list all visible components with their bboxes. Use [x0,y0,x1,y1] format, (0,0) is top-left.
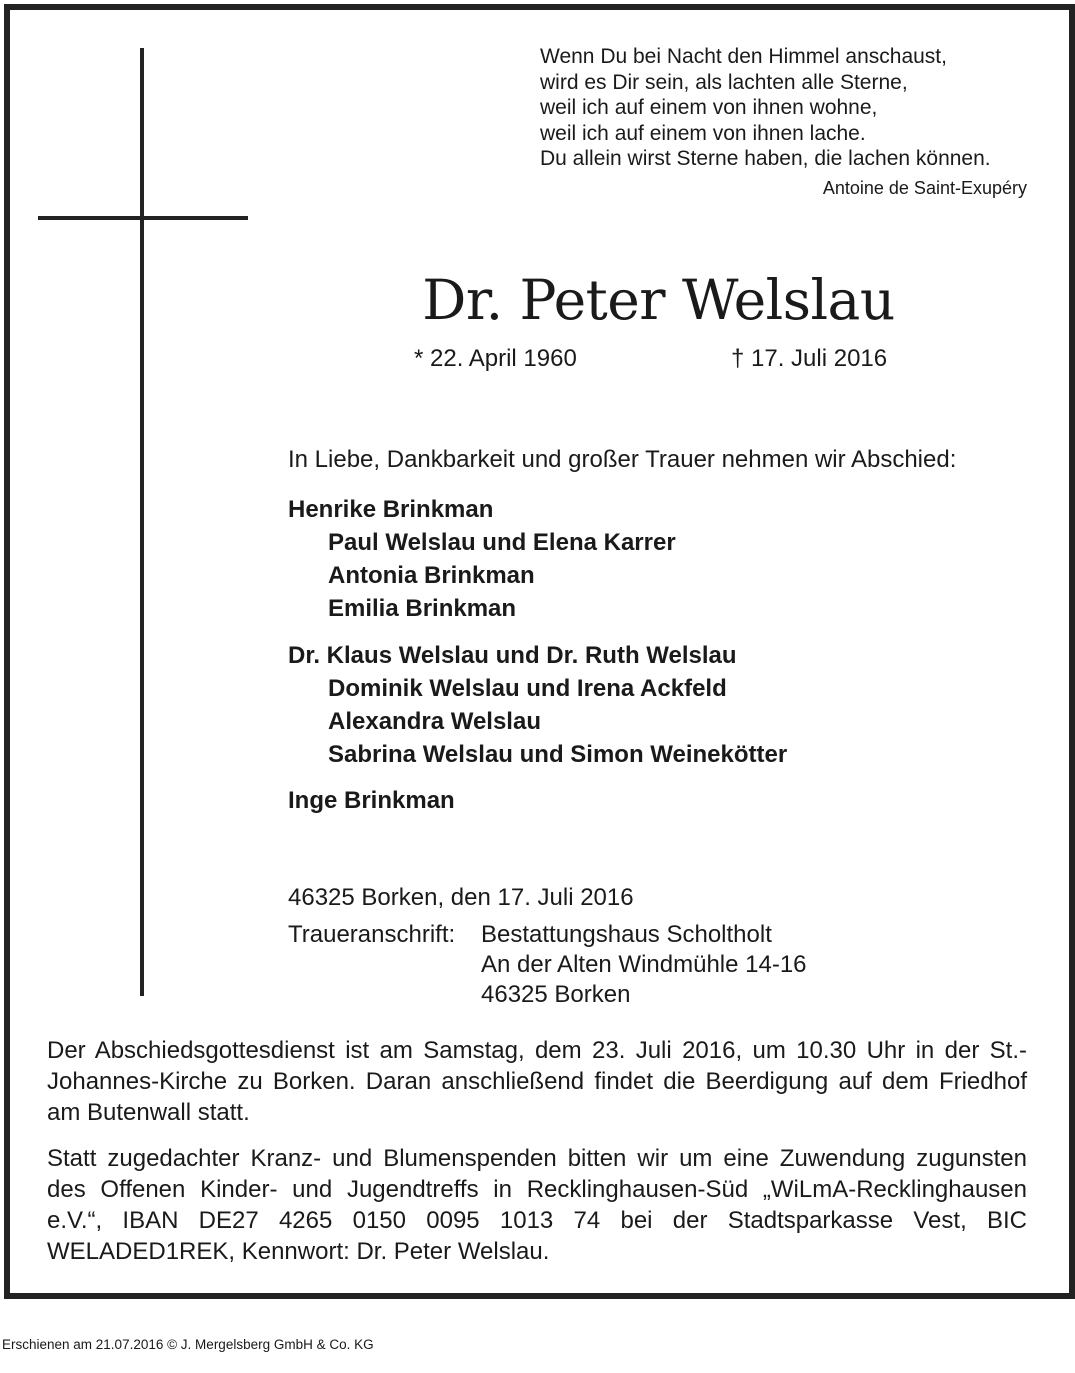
cross-horizontal-bar [38,216,248,220]
mourner-name: Dominik Welslau und Irena Ackfeld [328,675,727,702]
address-line: 46325 Borken [481,981,631,1008]
address-line: Bestattungshaus Scholtholt [481,921,772,948]
publication-footer: Erschienen am 21.07.2016 © J. Mergelsberg GmbH & Co. KG [2,1337,374,1352]
quote-line: weil ich auf einem von ihnen lache. [540,121,866,145]
donation-paragraph: Statt zugedachter Kranz- und Blumenspenden bitten wir um eine Zuwendung zugunsten des Offenen Kinder- und Jugendtreffs in Recklinghausen-Süd „WiLmA-Recklinghausen e.V.“, IBAN DE27 4265 0150 0095 1013 74 bei der Stadtsparkasse Vest, BIC WELADED1REK, Kennwort: Dr. Peter Welslau. [47,1145,1027,1265]
mourner-name: Alexandra Welslau [328,708,541,735]
mourner-name: Paul Welslau und Elena Karrer [328,529,676,556]
farewell-intro: In Liebe, Dankbarkeit und großer Trauer nehmen wir Abschied: [288,446,957,473]
death-date: † 17. Juli 2016 [731,345,888,372]
deceased-name: Dr. Peter Welslau [422,268,895,332]
mourner-name: Henrike Brinkman [288,496,494,523]
mourner-name: Antonia Brinkman [328,562,535,589]
mourner-name: Emilia Brinkman [328,595,517,622]
place-and-date: 46325 Borken, den 17. Juli 2016 [288,884,634,911]
quote-line: Du allein wirst Sterne haben, die lachen können. [540,147,991,170]
quote-line: Wenn Du bei Nacht den Himmel anschaust, [540,45,947,68]
quote-block [540,44,1030,172]
address-line: An der Alten Windmühle 14-16 [481,951,807,978]
address-label: Traueranschrift: [288,921,456,948]
service-paragraph: Der Abschiedsgottesdienst ist am Samstag, dem 23. Juli 2016, um 10.30 Uhr in der St.-Johannes-Kirche zu Borken. Daran anschließend findet die Beerdigung auf dem Friedhof am Butenwall statt. [47,1037,1027,1126]
quote-author: Antoine de Saint-Exupéry [822,178,1027,198]
mourner-name: Sabrina Welslau und Simon Weinekötter [328,741,788,768]
quote-line: wird es Dir sein, als lachten alle Sterne, [540,70,908,94]
mourner-name: Dr. Klaus Welslau und Dr. Ruth Welslau [288,642,737,669]
quote-line: weil ich auf einem von ihnen wohne, [540,96,878,119]
mourner-name: Inge Brinkman [288,787,455,814]
birth-date: * 22. April 1960 [414,345,577,372]
cross-vertical-bar [140,48,144,996]
